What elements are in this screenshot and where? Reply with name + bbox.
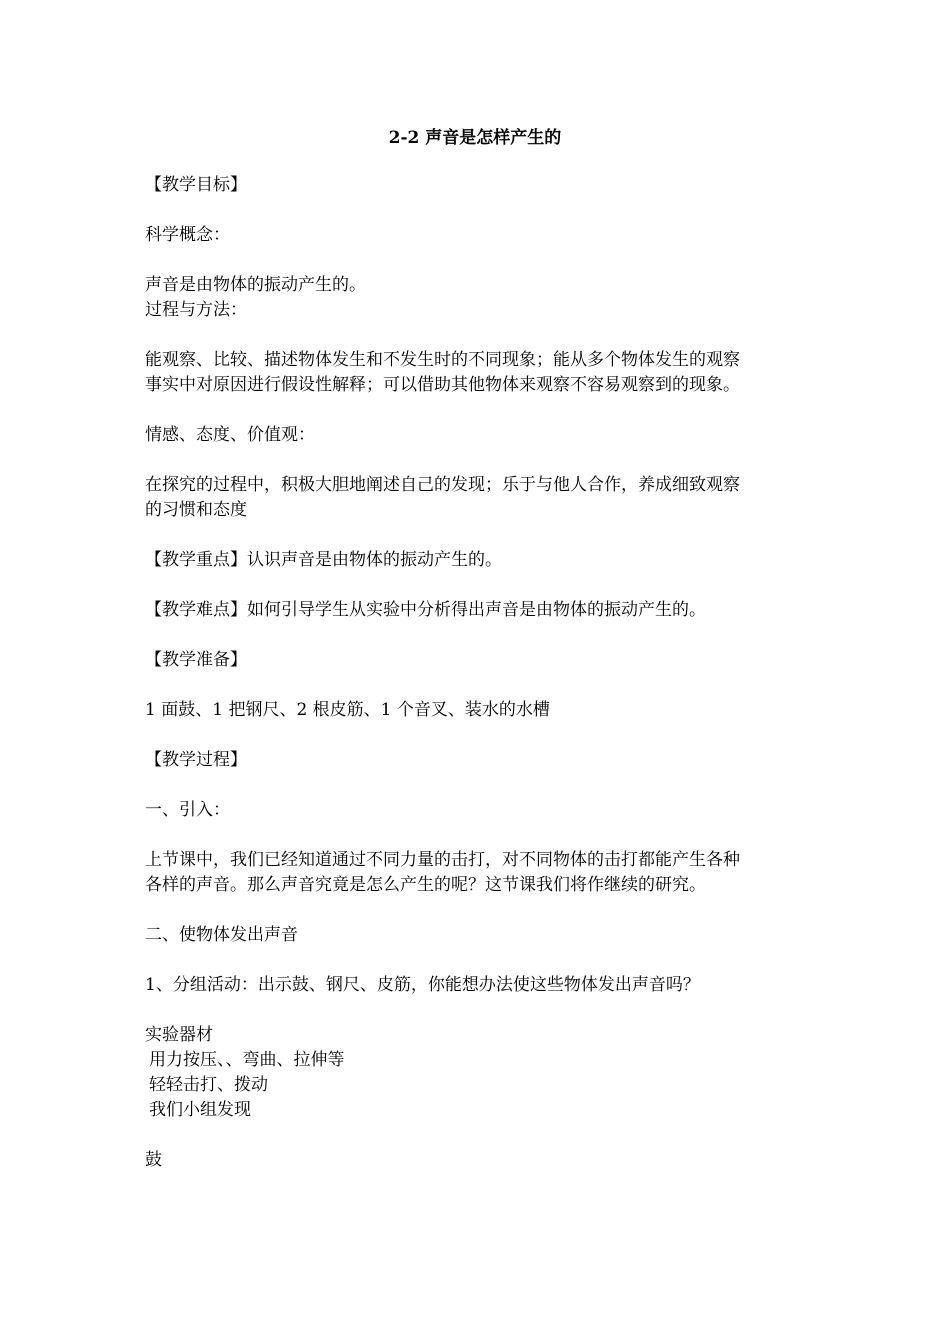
table-col-strike: 轻轻击打、拨动 <box>149 1075 268 1095</box>
key-point: 【教学重点】认识声音是由物体的振动产生的。 <box>145 550 502 570</box>
concept-label: 科学概念： <box>145 225 230 245</box>
attitude-text-line-2: 的习惯和态度 <box>145 500 247 520</box>
table-col-equipment: 实验器材 <box>145 1025 213 1045</box>
table-col-press: 用力按压、、弯曲、拉伸等 <box>149 1050 345 1070</box>
document-body <box>145 173 810 1173</box>
activity-1: 1、分组活动：出示鼓、钢尺、皮筋，你能想办法使这些物体发出声音吗？ <box>145 975 700 995</box>
difficulty: 【教学难点】如何引导学生从实验中分析得出声音是由物体的振动产生的。 <box>145 600 706 620</box>
table-row-drum: 鼓 <box>145 1150 162 1170</box>
goal-heading: 【教学目标】 <box>145 175 247 195</box>
intro-text-line-1: 上节课中，我们已经知道通过不同力量的击打，对不同物体的击打都能产生各种 <box>145 850 740 870</box>
attitude-text-line-1: 在探究的过程中，积极大胆地阐述自己的发现；乐于与他人合作，养成细致观察 <box>145 475 740 495</box>
table-col-findings: 我们小组发现 <box>149 1100 251 1120</box>
method-label: 过程与方法： <box>145 300 247 320</box>
section2-heading: 二、使物体发出声音 <box>145 925 298 945</box>
method-text-line-1: 能观察、比较、描述物体发生和不发生时的不同现象；能从多个物体发生的观察 <box>145 350 740 370</box>
concept-text: 声音是由物体的振动产生的。 <box>145 275 366 295</box>
intro-text-line-2: 各样的声音。那么声音究竟是怎么产生的呢？这节课我们将作继续的研究。 <box>145 875 706 895</box>
method-text-line-2: 事实中对原因进行假设性解释；可以借助其他物体来观察不容易观察到的现象。 <box>145 375 740 395</box>
document-title: 2-2 声音是怎样产生的 <box>388 128 562 148</box>
prep-text: 1 面鼓、1 把钢尺、2 根皮筋、1 个音叉、装水的水槽 <box>145 700 550 720</box>
attitude-label: 情感、态度、价值观： <box>145 425 315 445</box>
process-heading: 【教学过程】 <box>145 750 247 770</box>
intro-heading: 一、引入： <box>145 800 230 820</box>
prep-heading: 【教学准备】 <box>145 650 247 670</box>
